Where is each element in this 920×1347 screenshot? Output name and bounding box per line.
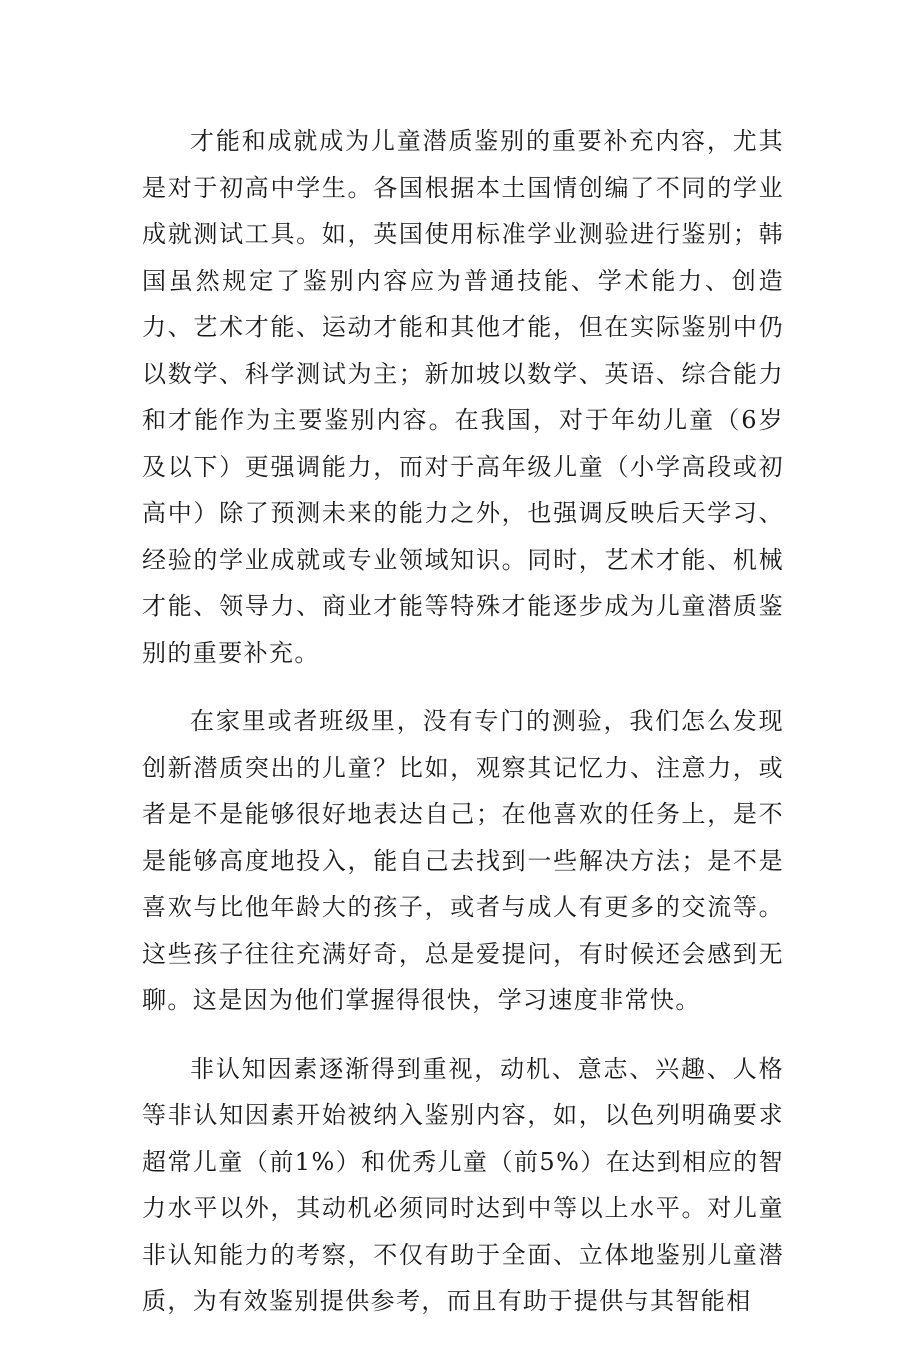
- paragraph-2: 在家里或者班级里，没有专门的测验，我们怎么发现创新潜质突出的儿童？比如，观察其记忆力、注意力，或者是不是能够很好地表达自己；在他喜欢的任务上，是不是能够高度地投入，能自己去找到一些解决方法；是不是喜欢与比他年龄大的孩子，或者与成人有更多的交流等。这些孩子往往充满好奇，总是爱提问，有时候还会感到无聊。这是因为他们掌握得很快，学习速度非常快。: [142, 707, 784, 1014]
- document-body: [142, 118, 784, 1347]
- paragraph-1: 才能和成就成为儿童潜质鉴别的重要补充内容，尤其是对于初高中学生。各国根据本土国情创编了不同的学业成就测试工具。如，英国使用标准学业测验进行鉴别；韩国虽然规定了鉴别内容应为普通技能、学术能力、创造力、艺术才能、运动才能和其他才能，但在实际鉴别中仍以数学、科学测试为主；新加坡以数学、英语、综合能力和才能作为主要鉴别内容。在我国，对于年幼儿童（6岁及以下）更强调能力，而对于高年级儿童（小学高段或初高中）除了预测未来的能力之外，也强调反映后天学习、经验的学业成就或专业领域知识。同时，艺术才能、机械才能、领导力、商业才能等特殊才能逐步成为儿童潜质鉴别的重要补充。: [142, 127, 784, 667]
- paragraph-3: 非认知因素逐渐得到重视，动机、意志、兴趣、人格等非认知因素开始被纳入鉴别内容，如，以色列明确要求超常儿童（前1%）和优秀儿童（前5%）在达到相应的智力水平以外，其动机必须同时达到中等以上水平。对儿童非认知能力的考察，不仅有助于全面、立体地鉴别儿童潜质，为有效鉴别提供参考，而且有助于提供与其智能相: [142, 1054, 784, 1315]
